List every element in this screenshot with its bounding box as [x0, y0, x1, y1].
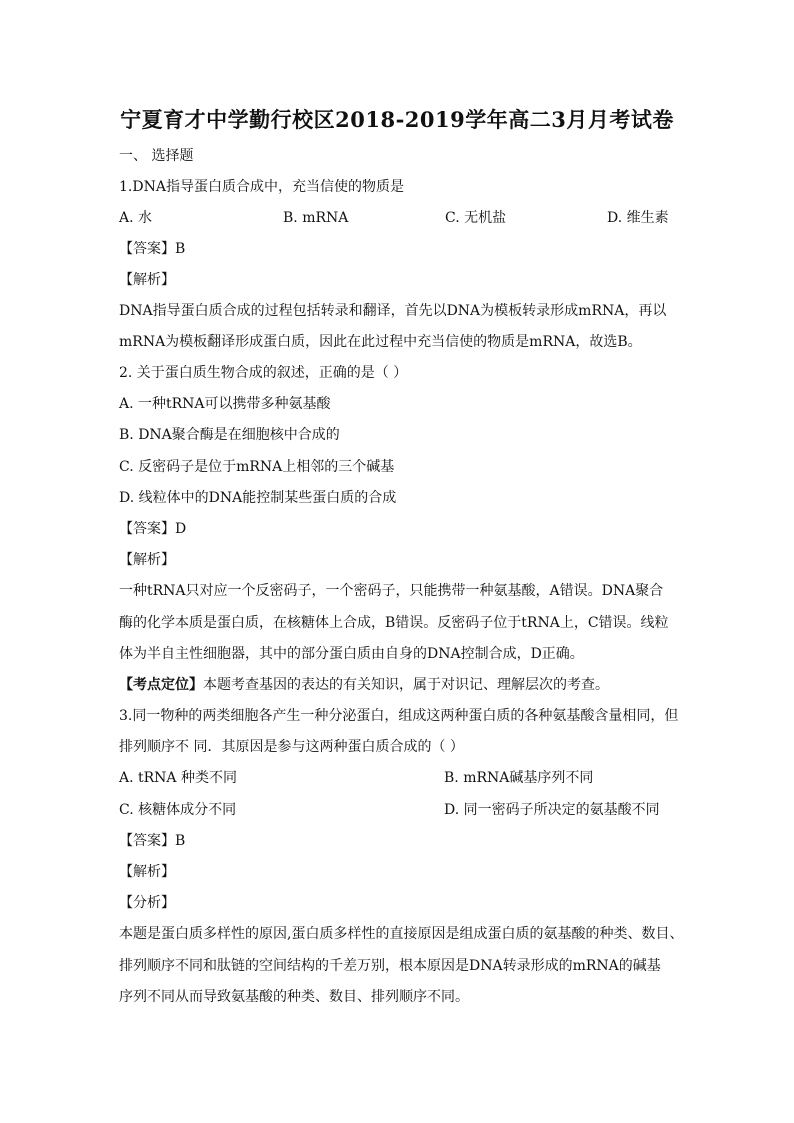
- q2-point: [119, 675, 609, 695]
- q3-fenxi-line: 本题是蛋白质多样性的原因,蛋白质多样性的直接原因是组成蛋白质的氨基酸的种类、数目、: [119, 926, 684, 942]
- q1-stem: 1.DNA指导蛋白质合成中，充当信使的物质是: [119, 179, 404, 195]
- q1-option-b: B. mRNA: [283, 210, 349, 226]
- q3-option-a: A. tRNA 种类不同: [119, 770, 237, 786]
- q2-option-d: D. 线粒体中的DNA能控制某些蛋白质的合成: [119, 490, 397, 506]
- q3-analysis-label: 【解析】: [119, 864, 175, 880]
- section-heading: 一、 选择题: [119, 148, 194, 164]
- q1-option-d: D. 维生素: [607, 210, 669, 226]
- q2-analysis-label: 【解析】: [119, 552, 175, 568]
- q3-option-d: D. 同一密码子所决定的氨基酸不同: [444, 802, 660, 818]
- q3-answer: 【答案】B: [119, 833, 186, 849]
- q2-option-b: B. DNA聚合酶是在细胞核中合成的: [119, 427, 340, 443]
- q1-analysis-label: 【解析】: [119, 272, 175, 288]
- q2-analysis-line: 体为半自主性细胞器，其中的部分蛋白质由自身的DNA控制合成，D正确。: [119, 646, 584, 662]
- q2-point-label: 【考点定位】: [119, 677, 203, 693]
- q3-fenxi-line: 序列不同从而导致氨基酸的种类、数目、排列顺序不同。: [119, 989, 469, 1005]
- q3-stem-line: 3.同一物种的两类细胞各产生一种分泌蛋白，组成这两种蛋白质的各种氨基酸含量相同，但: [119, 708, 679, 724]
- q2-option-c: C. 反密码子是位于mRNA上相邻的三个碱基: [119, 459, 395, 475]
- q3-option-c: C. 核糖体成分不同: [119, 802, 237, 818]
- q2-stem: 2. 关于蛋白质生物合成的叙述，正确的是（ ）: [119, 365, 408, 381]
- q3-stem-line: 排列顺序不 同．其原因是参与这两种蛋白质合成的（ ）: [119, 739, 464, 755]
- exam-title: 宁夏育才中学勤行校区2018-2019学年高二3月月考试卷: [120, 107, 674, 132]
- q2-option-a: A. 一种tRNA可以携带多种氨基酸: [119, 396, 331, 412]
- q1-option-a: A. 水: [119, 210, 153, 226]
- q3-option-b: B. mRNA碱基序列不同: [444, 770, 594, 786]
- q1-answer: 【答案】B: [119, 241, 186, 257]
- q2-answer: 【答案】D: [119, 521, 187, 537]
- q3-fenxi-label: 【分析】: [119, 895, 175, 911]
- q2-point-text: 本题考查基因的表达的有关知识，属于对识记、理解层次的考查。: [203, 677, 609, 693]
- q1-analysis-line: mRNA为模板翻译形成蛋白质，因此在此过程中充当信使的物质是mRNA，故选B。: [119, 334, 642, 350]
- q3-fenxi-line: 排列顺序不同和肽链的空间结构的千差万别，根本原因是DNA转录形成的mRNA的碱基: [119, 958, 661, 974]
- q2-analysis-line: 酶的化学本质是蛋白质，在核糖体上合成，B错误。反密码子位于tRNA上，C错误。线粒: [119, 615, 669, 631]
- q1-option-c: C. 无机盐: [445, 210, 507, 226]
- q1-analysis-line: DNA指导蛋白质合成的过程包括转录和翻译，首先以DNA为模板转录形成mRNA，再以: [119, 303, 667, 319]
- q2-analysis-line: 一种tRNA只对应一个反密码子，一个密码子，只能携带一种氨基酸，A错误。DNA聚合: [119, 583, 664, 599]
